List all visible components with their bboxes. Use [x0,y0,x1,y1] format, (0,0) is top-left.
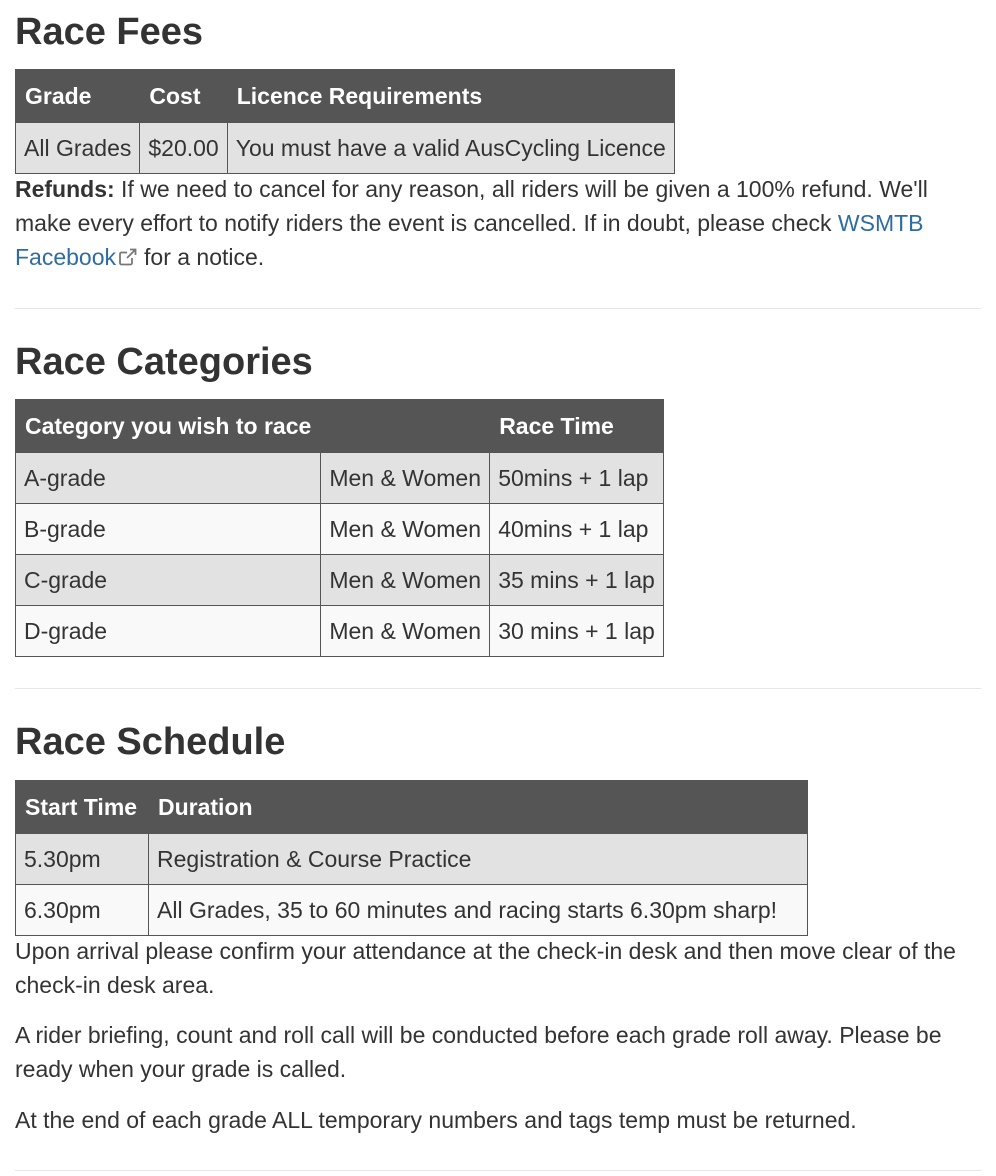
cell-race-time: 40mins + 1 lap [490,504,664,555]
race-categories-heading: Race Categories [15,341,313,383]
cell-licence: You must have a valid AusCycling Licence [227,123,674,174]
table-row [16,453,664,504]
cell-category: C-grade [16,555,321,606]
column-header-duration: Duration [149,781,808,834]
cell-race-time: 30 mins + 1 lap [490,606,664,657]
cell-category: A-grade [16,453,321,504]
briefing-note: A rider briefing, count and roll call will be conducted before each grade roll away. Please be ready when your grade is called. [15,1022,942,1082]
race-fees-heading: Race Fees [15,11,204,53]
race-schedule-heading: Race Schedule [15,721,286,763]
refunds-tail: for a notice. [144,244,265,270]
column-header-category: Category you wish to race [16,400,321,453]
cell-duration: Registration & Course Practice [149,834,808,885]
cell-grade: All Grades [16,123,140,174]
refunds-paragraph [15,172,975,274]
race-categories-table [15,399,664,657]
wsmtb-facebook-link-label: WSMTB Facebook [15,210,924,270]
column-header-cost: Cost [140,70,227,123]
cell-category: D-grade [16,606,321,657]
table-header-row [16,781,808,834]
race-schedule-table [15,780,808,936]
table-row [16,885,808,936]
arrival-note: Upon arrival please confirm your attendance at the check-in desk and then move clear of the check-in desk area. [15,938,956,998]
cell-race-time: 50mins + 1 lap [490,453,664,504]
cell-start-time: 6.30pm [16,885,149,936]
cell-cost: $20.00 [140,123,227,174]
refunds-label: Refunds: [15,176,115,202]
cell-duration: All Grades, 35 to 60 minutes and racing starts 6.30pm sharp! [149,885,808,936]
external-link-icon [118,247,138,267]
table-header-row [16,70,675,123]
column-header-start-time: Start Time [16,781,149,834]
cell-gender: Men & Women [321,555,490,606]
table-row [16,555,664,606]
section-divider [15,1170,981,1171]
column-header-grade: Grade [16,70,140,123]
race-fees-table [15,69,675,174]
table-row [16,606,664,657]
section-divider [15,688,981,689]
table-header-row [16,400,664,453]
cell-category: B-grade [16,504,321,555]
cell-start-time: 5.30pm [16,834,149,885]
table-row [16,834,808,885]
cell-gender: Men & Women [321,606,490,657]
return-numbers-note: At the end of each grade ALL temporary numbers and tags temp must be returned. [15,1107,857,1133]
cell-race-time: 35 mins + 1 lap [490,555,664,606]
cell-gender: Men & Women [321,453,490,504]
refunds-text: If we need to cancel for any reason, all riders will be given a 100% refund. We'll make every effort to notify riders the event is cancelled. If in doubt, please check [15,176,928,236]
column-header-race-time: Race Time [490,400,664,453]
column-header-gender [321,400,490,453]
table-row [16,504,664,555]
section-divider [15,308,981,309]
table-row [16,123,675,174]
cell-gender: Men & Women [321,504,490,555]
column-header-licence: Licence Requirements [227,70,674,123]
